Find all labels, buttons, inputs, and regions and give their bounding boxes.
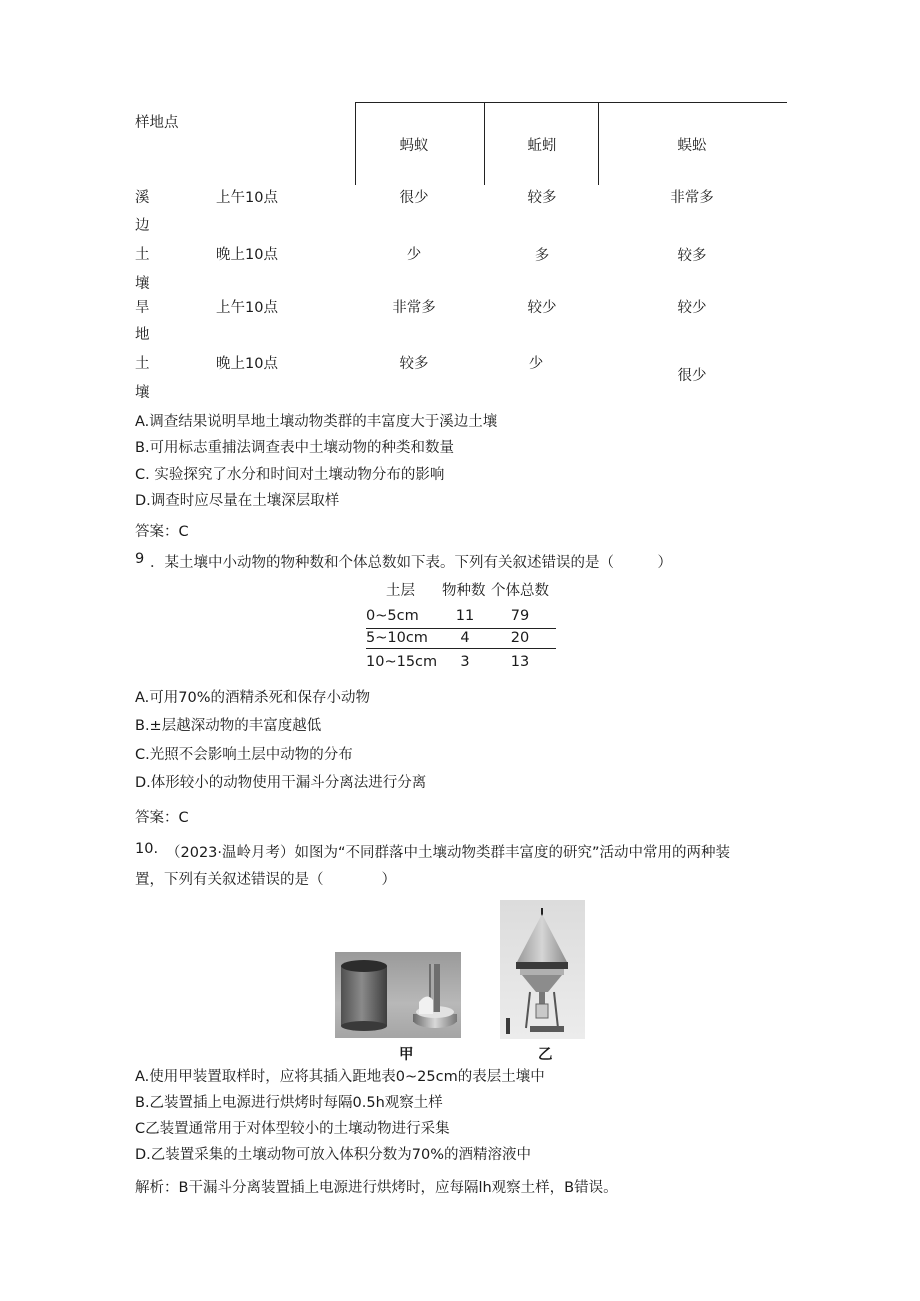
header-col-earthworm: 蚯蚓 <box>527 138 557 154</box>
q10-stem-line2: 置，下列有关叙述错误的是（ ） <box>135 872 396 888</box>
table-divider <box>598 102 599 185</box>
table-divider <box>355 102 356 185</box>
group-name-char: 溪 <box>135 190 150 206</box>
header-total: 个体总数 <box>491 583 549 599</box>
table-cell: 11 <box>455 608 475 624</box>
q10-stem-line1: （2023·温岭月考）如图为“不同群落中土壤动物类群丰富度的研究”活动中常用的两种装 <box>166 845 731 861</box>
group-name-char: 地 <box>135 327 150 343</box>
table-cell: 10~15cm <box>366 654 438 670</box>
q8-option-c: C. 实验探究了水分和时间对土壤动物分布的影响 <box>135 467 445 483</box>
funnel-illustration <box>500 900 585 1039</box>
group-name-char: 边 <box>135 218 150 234</box>
table-cell: 非常多 <box>670 190 714 206</box>
q10-analysis: 解析：B干漏斗分离装置插上电源进行烘烤时，应每隔lh观察土样，B错误。 <box>135 1180 618 1196</box>
table-cell: 较多 <box>677 248 707 264</box>
group-name-char: 壤 <box>135 385 150 401</box>
figure-label-yi: 乙 <box>538 1047 553 1063</box>
table-cell: 很少 <box>677 368 707 384</box>
q9-answer: 答案：C <box>135 810 189 826</box>
group-name-char: 旱 <box>135 300 150 316</box>
row-time: 晚上10点 <box>216 356 278 372</box>
table-cell: 少 <box>528 356 544 372</box>
header-species: 物种数 <box>442 583 486 599</box>
group-name-char: 壤 <box>135 276 150 292</box>
row-time: 上午10点 <box>216 190 278 206</box>
table-cell: 13 <box>510 654 530 670</box>
table-cell: 较多 <box>527 190 557 206</box>
q9-option-b: B.±层越深动物的丰富度越低 <box>135 718 322 734</box>
q10-option-d: D.乙装置采集的土壤动物可放入体积分数为70%的酒精溶液中 <box>135 1147 532 1163</box>
q10-option-c: C乙装置通常用于对体型较小的土壤动物进行采集 <box>135 1121 450 1137</box>
table-cell: 少 <box>406 247 422 263</box>
q10-number: 10. <box>135 841 159 857</box>
table-cell: 79 <box>510 608 530 624</box>
figure-yi-photo <box>500 900 585 1039</box>
sampler-illustration <box>335 952 461 1038</box>
table-divider <box>484 102 485 185</box>
table-cell: 很少 <box>399 190 429 206</box>
table-rule <box>366 628 556 629</box>
table-cell: 0~5cm <box>366 608 419 624</box>
header-col-centipede: 蜈蚣 <box>677 138 707 154</box>
table-rule <box>366 648 556 649</box>
table-cell: 3 <box>460 654 470 670</box>
table-cell: 非常多 <box>392 300 436 316</box>
group-name-char: 土 <box>135 247 150 263</box>
q9-stem: ．某土壤中小动物的物种数和个体总数如下表。下列有关叙述错误的是（ ） <box>150 555 672 571</box>
figure-label-jia: 甲 <box>399 1047 414 1063</box>
q9-option-d: D.体形较小的动物使用干漏斗分离法进行分离 <box>135 775 427 791</box>
q8-option-a: A.调查结果说明旱地土壤动物类群的丰富度大于溪边土壤 <box>135 414 498 430</box>
group-name-char: 土 <box>135 356 150 372</box>
header-col-ant: 蚂蚁 <box>399 138 429 154</box>
table-cell: 5~10cm <box>366 630 428 646</box>
q8-answer: 答案：C <box>135 524 189 540</box>
table-cell: 较少 <box>527 300 557 316</box>
table-cell: 20 <box>510 630 530 646</box>
q9-option-c: C.光照不会影响土层中动物的分布 <box>135 747 353 763</box>
q9-number: 9 <box>135 551 145 567</box>
q8-option-b: B.可用标志重捕法调查表中土壤动物的种类和数量 <box>135 440 455 456</box>
table-cell: 较多 <box>399 356 429 372</box>
table-cell: 多 <box>534 248 550 264</box>
q10-option-a: A.使用甲装置取样时，应将其插入距地表0~25cm的表层土壤中 <box>135 1069 545 1085</box>
q10-option-b: B.乙装置插上电源进行烘烤时每隔0.5h观察土样 <box>135 1095 443 1111</box>
header-layer: 土层 <box>386 583 415 599</box>
q8-option-d: D.调查时应尽量在土壤深层取样 <box>135 493 340 509</box>
row-time: 晚上10点 <box>216 247 278 263</box>
table-cell: 4 <box>460 630 470 646</box>
table-cell: 较少 <box>677 300 707 316</box>
figure-jia-photo <box>335 952 461 1038</box>
header-site: 样地点 <box>135 115 179 131</box>
table-top-border <box>355 102 787 103</box>
row-time: 上午10点 <box>216 300 278 316</box>
q9-option-a: A.可用70%的酒精杀死和保存小动物 <box>135 690 371 706</box>
